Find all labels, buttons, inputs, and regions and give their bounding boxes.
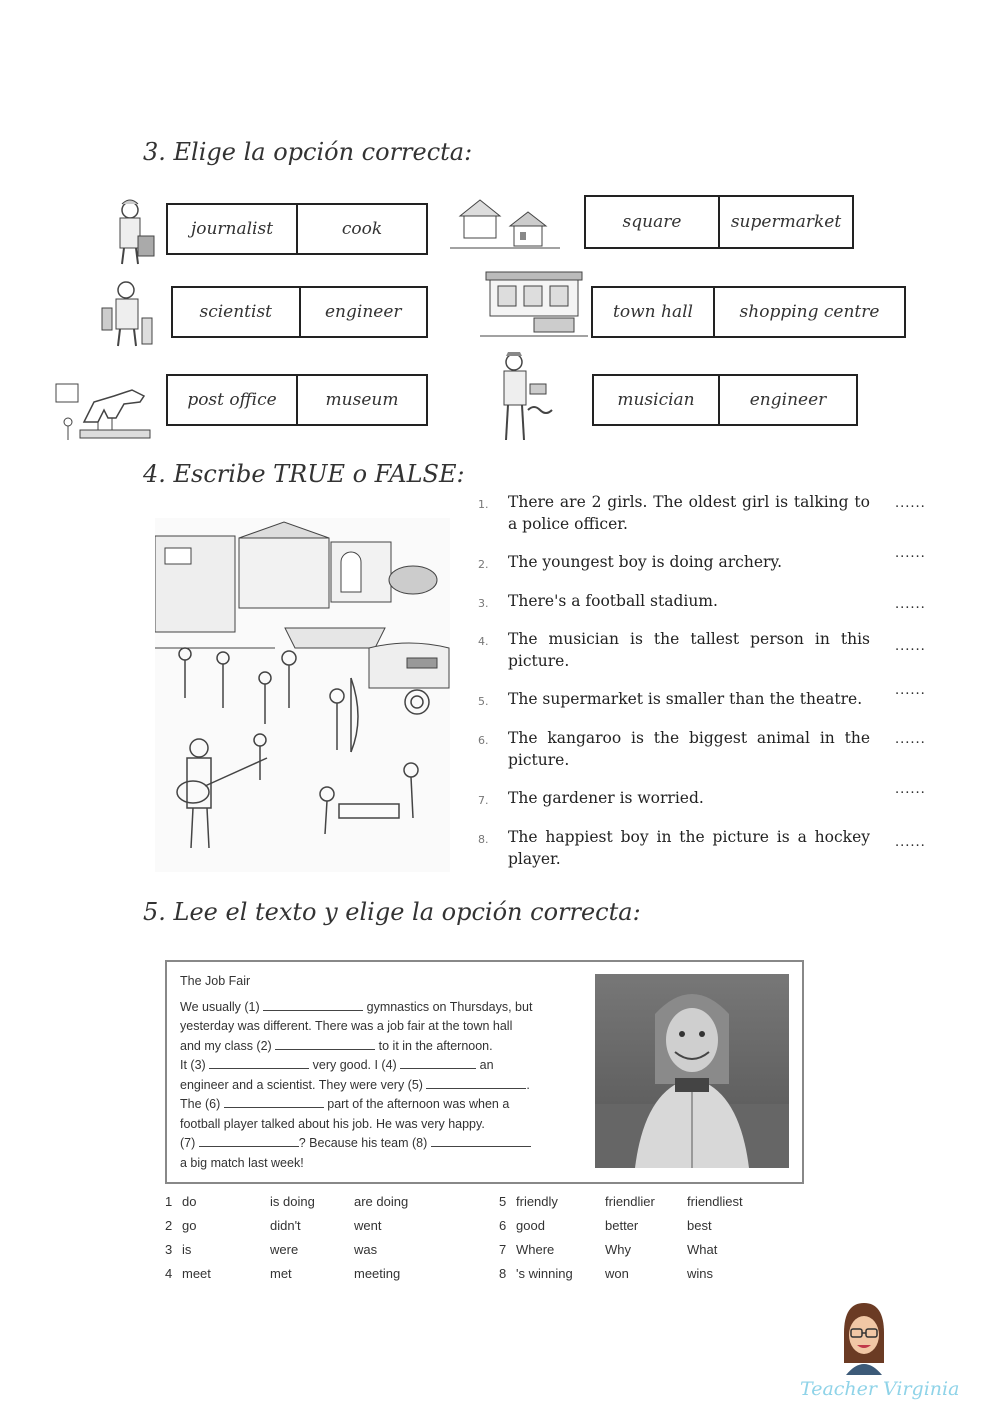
choice-box-6 bbox=[592, 374, 858, 426]
option-4-c[interactable]: meeting bbox=[354, 1266, 401, 1281]
statement-2-answer[interactable]: ...... bbox=[895, 546, 926, 561]
statement-5-answer[interactable]: ...... bbox=[895, 683, 926, 698]
option-7-b[interactable]: Why bbox=[605, 1242, 631, 1257]
chef-picture bbox=[108, 196, 158, 266]
text-line-3b: to it in the afternoon. bbox=[375, 1038, 493, 1053]
option-2-a[interactable]: go bbox=[182, 1218, 197, 1233]
blank-1[interactable] bbox=[263, 998, 363, 1011]
statement-6-answer[interactable]: ...... bbox=[895, 732, 926, 747]
teacher-avatar bbox=[838, 1303, 890, 1375]
option-5-number: 5 bbox=[499, 1194, 507, 1209]
option-7-number: 7 bbox=[499, 1242, 507, 1257]
option-3-a[interactable]: is bbox=[182, 1242, 192, 1257]
statement-7-number: 7. bbox=[478, 794, 489, 807]
statement-4-number: 4. bbox=[478, 635, 489, 648]
option-1-a[interactable]: do bbox=[182, 1194, 197, 1209]
statement-5-text: The supermarket is smaller than the theatre. bbox=[508, 690, 863, 708]
statement-2-number: 2. bbox=[478, 558, 489, 571]
text-line-9: a big match last week! bbox=[180, 1155, 304, 1170]
option-2-number: 2 bbox=[165, 1218, 173, 1233]
blank-5[interactable] bbox=[426, 1076, 526, 1089]
statement-4-answer[interactable]: ...... bbox=[895, 639, 926, 654]
text-line-8b: ? Because his team (8) bbox=[298, 1136, 431, 1150]
option-3-b[interactable]: were bbox=[270, 1242, 299, 1257]
statement-5-number: 5. bbox=[478, 695, 489, 708]
houses-picture bbox=[450, 186, 560, 256]
statement-2-text: The youngest boy is doing archery. bbox=[508, 553, 783, 571]
choice-5-option-b[interactable]: museum bbox=[296, 376, 426, 424]
option-8-b[interactable]: won bbox=[605, 1266, 629, 1281]
choice-box-4 bbox=[591, 286, 906, 338]
statement-1-text: There are 2 girls. The oldest girl is talking to a police officer. bbox=[508, 493, 870, 533]
blank-6[interactable] bbox=[224, 1095, 324, 1108]
choice-4-option-a[interactable]: town hall bbox=[613, 302, 693, 322]
choice-2-option-b[interactable]: supermarket bbox=[718, 197, 852, 247]
man-with-instrument-picture bbox=[494, 350, 558, 444]
choice-1-option-b[interactable]: cook bbox=[296, 205, 426, 253]
option-7-a[interactable]: Where bbox=[516, 1242, 555, 1257]
text-line-8a: (7) bbox=[180, 1136, 199, 1150]
scientist-picture bbox=[98, 278, 158, 348]
option-5-c[interactable]: friendliest bbox=[687, 1194, 743, 1209]
option-7-c[interactable]: What bbox=[687, 1242, 718, 1257]
statement-8-number: 8. bbox=[478, 833, 489, 846]
choice-2-option-a[interactable]: square bbox=[622, 212, 682, 232]
section5-title: 5. Lee el texto y elige la opción correcta: bbox=[143, 898, 641, 926]
choice-5-option-a[interactable]: post office bbox=[187, 390, 277, 410]
text-line-1b: gymnastics on Thursdays, but bbox=[363, 999, 533, 1014]
option-6-number: 6 bbox=[499, 1218, 507, 1233]
statement-6-number: 6. bbox=[478, 734, 489, 747]
blank-2[interactable] bbox=[275, 1037, 375, 1050]
option-2-c[interactable]: went bbox=[354, 1218, 382, 1233]
dinosaur-museum-picture bbox=[54, 372, 158, 444]
section4-title: 4. Escribe TRUE o FALSE: bbox=[143, 460, 465, 488]
choice-6-option-b[interactable]: engineer bbox=[718, 376, 856, 424]
text-line-2: yesterday was different. There was a job fair at the town hall bbox=[180, 1019, 513, 1033]
option-8-c[interactable]: wins bbox=[687, 1266, 714, 1281]
statement-1-answer[interactable]: ...... bbox=[895, 496, 926, 511]
job-fair-title: The Job Fair bbox=[180, 974, 251, 988]
option-2-b[interactable]: didn't bbox=[270, 1218, 301, 1233]
town-scene-picture bbox=[155, 518, 450, 872]
choice-3-option-a[interactable]: scientist bbox=[199, 302, 272, 322]
text-line-4c: an bbox=[476, 1058, 494, 1072]
option-1-c[interactable]: are doing bbox=[354, 1194, 409, 1209]
option-1-b[interactable]: is doing bbox=[270, 1194, 315, 1209]
text-line-7: football player talked about his job. He was very happy. bbox=[180, 1116, 485, 1131]
teacher-signature: Teacher Virginia bbox=[800, 1378, 960, 1400]
statement-3-text: There's a football stadium. bbox=[508, 592, 718, 610]
choice-box-2 bbox=[584, 195, 854, 249]
choice-box-3 bbox=[171, 286, 428, 338]
blank-7[interactable] bbox=[199, 1134, 299, 1147]
statement-4-text: The musician is the tallest person in this picture. bbox=[508, 630, 870, 670]
statement-8-answer[interactable]: ...... bbox=[895, 835, 926, 850]
choice-box-1 bbox=[166, 203, 428, 255]
option-3-number: 3 bbox=[165, 1242, 173, 1257]
option-4-b[interactable]: met bbox=[270, 1266, 292, 1281]
option-5-a[interactable]: friendly bbox=[516, 1194, 558, 1209]
blank-8[interactable] bbox=[431, 1134, 531, 1147]
text-line-4a: It (3) bbox=[180, 1058, 210, 1072]
text-line-3a: and my class (2) bbox=[180, 1038, 276, 1053]
option-5-b[interactable]: friendlier bbox=[605, 1194, 655, 1209]
choice-3-option-b[interactable]: engineer bbox=[299, 288, 427, 336]
option-4-a[interactable]: meet bbox=[182, 1266, 211, 1281]
text-line-6b: part of the afternoon was when a bbox=[323, 1097, 510, 1111]
statement-8-text: The happiest boy in the picture is a hockey player. bbox=[508, 828, 870, 868]
option-4-number: 4 bbox=[165, 1266, 173, 1281]
statement-7-answer[interactable]: ...... bbox=[895, 782, 926, 797]
statement-6-text: The kangaroo is the biggest animal in the picture. bbox=[508, 729, 870, 769]
statement-3-answer[interactable]: ...... bbox=[895, 597, 926, 612]
text-line-4b: very good. I (4) bbox=[309, 1058, 401, 1072]
choice-6-option-a[interactable]: musician bbox=[617, 390, 695, 410]
street-building-picture bbox=[480, 266, 588, 342]
girl-photo bbox=[595, 974, 789, 1168]
choice-box-5 bbox=[166, 374, 428, 426]
option-8-number: 8 bbox=[499, 1266, 507, 1281]
statement-7-text: The gardener is worried. bbox=[508, 789, 704, 807]
choice-4-option-b[interactable]: shopping centre bbox=[713, 288, 904, 336]
option-1-number: 1 bbox=[165, 1194, 173, 1209]
blank-4[interactable] bbox=[400, 1056, 476, 1069]
choice-1-option-a[interactable]: journalist bbox=[190, 219, 274, 239]
statement-1-number: 1. bbox=[478, 498, 489, 511]
job-fair-text-box bbox=[165, 960, 804, 1184]
job-fair-text bbox=[180, 972, 580, 1173]
section3-title: 3. Elige la opción correcta: bbox=[143, 138, 473, 166]
option-6-a[interactable]: good bbox=[516, 1218, 545, 1233]
text-line-1a: We usually (1) bbox=[180, 999, 264, 1014]
option-8-a[interactable]: 's winning bbox=[516, 1266, 573, 1281]
text-line-5b: . bbox=[526, 1077, 530, 1092]
statement-3-number: 3. bbox=[478, 597, 489, 610]
option-6-b[interactable]: better bbox=[605, 1218, 639, 1233]
option-3-c[interactable]: was bbox=[354, 1242, 378, 1257]
text-line-6a: The (6) bbox=[180, 1097, 224, 1111]
option-6-c[interactable]: best bbox=[687, 1218, 712, 1233]
blank-3[interactable] bbox=[209, 1056, 309, 1069]
text-line-5a: engineer and a scientist. They were very (5) bbox=[180, 1077, 427, 1092]
